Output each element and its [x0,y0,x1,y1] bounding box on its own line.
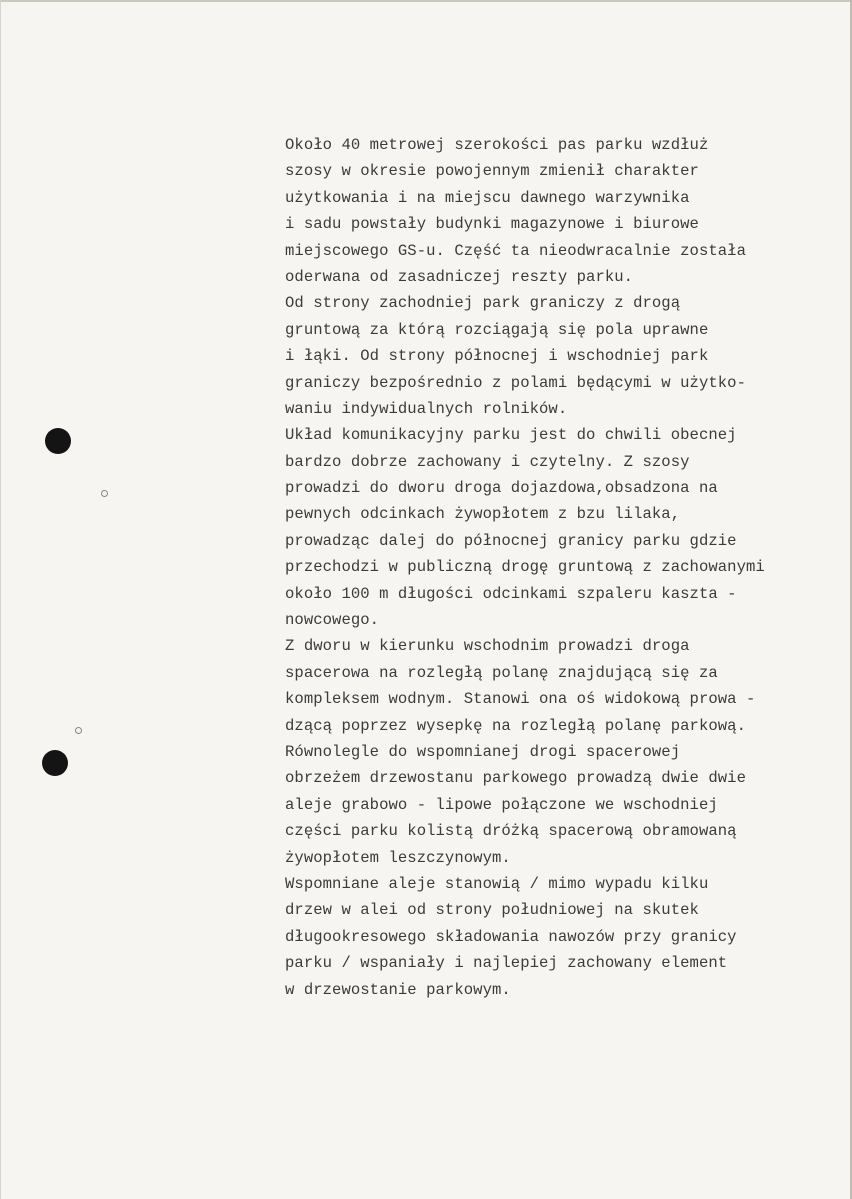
punch-hole-bottom [42,750,68,776]
text-line: użytkowania i na miejscu dawnego warzywnika [285,188,690,207]
text-line: bardzo dobrze zachowany i czytelny. Z szosy [285,452,690,471]
text-line: i łąki. Od strony północnej i wschodniej park [285,347,709,366]
text-line: około 100 m długości odcinkami szpaleru kaszta - [285,584,737,603]
text-line: pewnych odcinkach żywopłotem z bzu lilaka, [285,505,681,524]
text-line: spacerowa na rozległą polanę znajdującą się za [285,663,718,682]
page-left-edge [0,0,1,1199]
text-line: oderwana od zasadniczej reszty parku. [285,267,634,286]
typescript-body [285,132,830,1003]
text-line: Wspomniane aleje stanowią / mimo wypadu kilku [285,874,709,893]
text-line: nowcowego. [285,611,380,630]
text-line: żywopłotem leszczynowym. [285,848,511,867]
text-line: prowadząc dalej do północnej granicy parku gdzie [285,531,737,550]
text-line: Od strony zachodniej park graniczy z drogą [285,294,681,313]
text-line: dzącą poprzez wysepkę na rozległą polanę parkową. [285,716,746,735]
pin-mark-bottom [75,727,82,734]
text-line: waniu indywidualnych rolników. [285,399,568,418]
text-line: graniczy bezpośrednio z polami będącymi w użytko- [285,373,746,392]
page-top-edge [0,0,852,2]
pin-mark-top [101,490,108,497]
punch-hole-top [45,428,71,454]
text-line: parku / wspaniały i najlepiej zachowany element [285,954,728,973]
text-line: Układ komunikacyjny parku jest do chwili obecnej [285,426,737,445]
text-line: Około 40 metrowej szerokości pas parku wzdłuż [285,136,709,154]
text-line: w drzewostanie parkowym. [285,980,511,999]
text-line: części parku kolistą dróżką spacerową obramowaną [285,822,737,841]
text-line: szosy w okresie powojennym zmienił charakter [285,162,699,181]
text-line: długookresowego składowania nawozów przy granicy [285,927,737,946]
text-line: i sadu powstały budynki magazynowe i biurowe [285,215,699,234]
text-line: Z dworu w kierunku wschodnim prowadzi droga [285,637,690,656]
text-line: Równolegle do wspomnianej drogi spacerowej [285,742,681,761]
text-line: aleje grabowo - lipowe połączone we wschodniej [285,795,718,814]
text-line: przechodzi w publiczną drogę gruntową z zachowanymi [285,558,765,577]
text-line: obrzeżem drzewostanu parkowego prowadzą dwie dwie [285,769,746,788]
text-line: prowadzi do dworu droga dojazdowa,obsadzona na [285,479,718,498]
text-line: miejscowego GS-u. Część ta nieodwracalnie została [285,241,746,260]
text-line: drzew w alei od strony południowej na skutek [285,901,699,920]
text-line: gruntową za którą rozciągają się pola uprawne [285,320,709,339]
text-line: kompleksem wodnym. Stanowi ona oś widokową prowa - [285,690,756,709]
